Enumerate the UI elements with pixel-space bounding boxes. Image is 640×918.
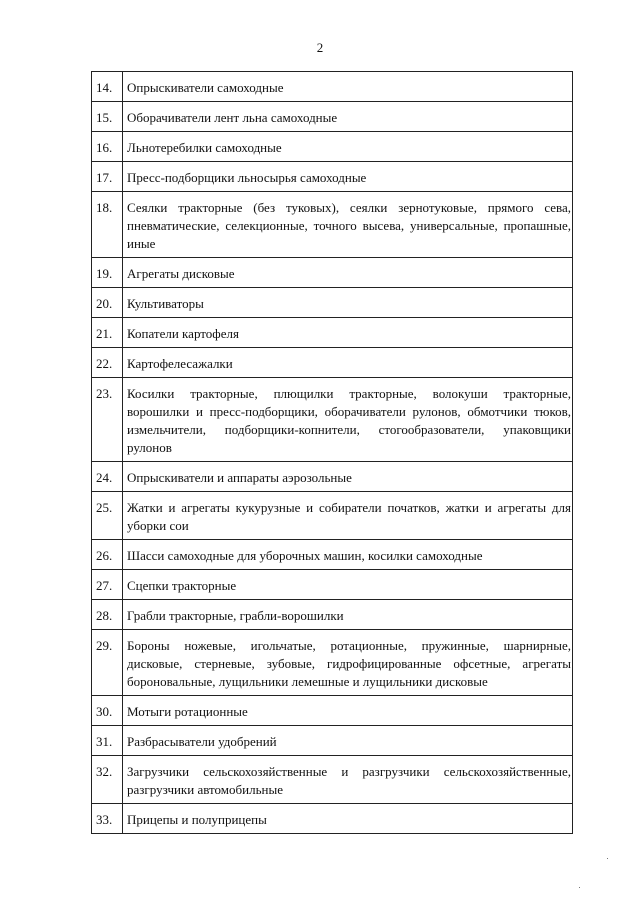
row-text: Бороны ножевые, игольчатые, ротационные, пружинные, шарнирные, дисковые, стерневые, зубовые, гидрофицированные офсетные, агрегаты бороновальные, лущильники лемешные и лущильники дисковые xyxy=(123,630,573,696)
row-number: 17. xyxy=(92,162,123,192)
row-number: 14. xyxy=(92,72,123,102)
table-row xyxy=(92,318,573,348)
scan-speck xyxy=(579,887,580,888)
row-text: Картофелесажалки xyxy=(123,348,573,378)
table-row xyxy=(92,258,573,288)
table-row xyxy=(92,804,573,834)
row-number: 29. xyxy=(92,630,123,696)
row-text: Загрузчики сельскохозяйственные и разгрузчики сельскохозяйственные, разгрузчики автомобильные xyxy=(123,756,573,804)
row-number: 21. xyxy=(92,318,123,348)
table-row xyxy=(92,570,573,600)
table-row xyxy=(92,492,573,540)
table-row xyxy=(92,462,573,492)
table-row xyxy=(92,630,573,696)
row-text: Шасси самоходные для уборочных машин, косилки самоходные xyxy=(123,540,573,570)
table-row xyxy=(92,288,573,318)
row-number: 31. xyxy=(92,726,123,756)
row-text: Пресс-подборщики льносырья самоходные xyxy=(123,162,573,192)
row-text: Сцепки тракторные xyxy=(123,570,573,600)
row-number: 18. xyxy=(92,192,123,258)
row-text: Мотыги ротационные xyxy=(123,696,573,726)
row-number: 25. xyxy=(92,492,123,540)
row-number: 23. xyxy=(92,378,123,462)
row-text: Опрыскиватели самоходные xyxy=(123,72,573,102)
row-text: Жатки и агрегаты кукурузные и собиратели початков, жатки и агрегаты для уборки сои xyxy=(123,492,573,540)
row-text: Оборачиватели лент льна самоходные xyxy=(123,102,573,132)
table-row xyxy=(92,132,573,162)
row-text: Опрыскиватели и аппараты аэрозольные xyxy=(123,462,573,492)
row-number: 32. xyxy=(92,756,123,804)
row-number: 15. xyxy=(92,102,123,132)
row-number: 26. xyxy=(92,540,123,570)
row-number: 27. xyxy=(92,570,123,600)
row-number: 30. xyxy=(92,696,123,726)
table-row xyxy=(92,192,573,258)
row-text: Прицепы и полуприцепы xyxy=(123,804,573,834)
scan-speck xyxy=(607,858,608,859)
row-text: Льнотеребилки самоходные xyxy=(123,132,573,162)
table-row xyxy=(92,756,573,804)
page-number: 2 xyxy=(316,40,324,55)
row-number: 33. xyxy=(92,804,123,834)
row-text: Агрегаты дисковые xyxy=(123,258,573,288)
row-number: 28. xyxy=(92,600,123,630)
table-row xyxy=(92,540,573,570)
row-number: 24. xyxy=(92,462,123,492)
row-text: Копатели картофеля xyxy=(123,318,573,348)
row-text: Культиваторы xyxy=(123,288,573,318)
table-row xyxy=(92,162,573,192)
row-text: Грабли тракторные, грабли-ворошилки xyxy=(123,600,573,630)
table-row xyxy=(92,102,573,132)
table-row xyxy=(92,378,573,462)
table-row xyxy=(92,726,573,756)
table-row xyxy=(92,72,573,102)
table-row xyxy=(92,696,573,726)
row-number: 19. xyxy=(92,258,123,288)
machinery-list-table xyxy=(91,71,573,834)
row-number: 16. xyxy=(92,132,123,162)
row-number: 22. xyxy=(92,348,123,378)
row-text: Разбрасыватели удобрений xyxy=(123,726,573,756)
row-text: Косилки тракторные, плющилки тракторные, волокуши тракторные, ворошилки и пресс-подборщики, оборачиватели рулонов, обмотчики тюков, измельчители, подборщики-копнители, стогообразователи, упаковщики рулонов xyxy=(123,378,573,462)
row-text: Сеялки тракторные (без туковых), сеялки зернотуковые, прямого сева, пневматические, селекционные, точного высева, универсальные, пропашные, иные xyxy=(123,192,573,258)
table-row xyxy=(92,348,573,378)
row-number: 20. xyxy=(92,288,123,318)
table-row xyxy=(92,600,573,630)
